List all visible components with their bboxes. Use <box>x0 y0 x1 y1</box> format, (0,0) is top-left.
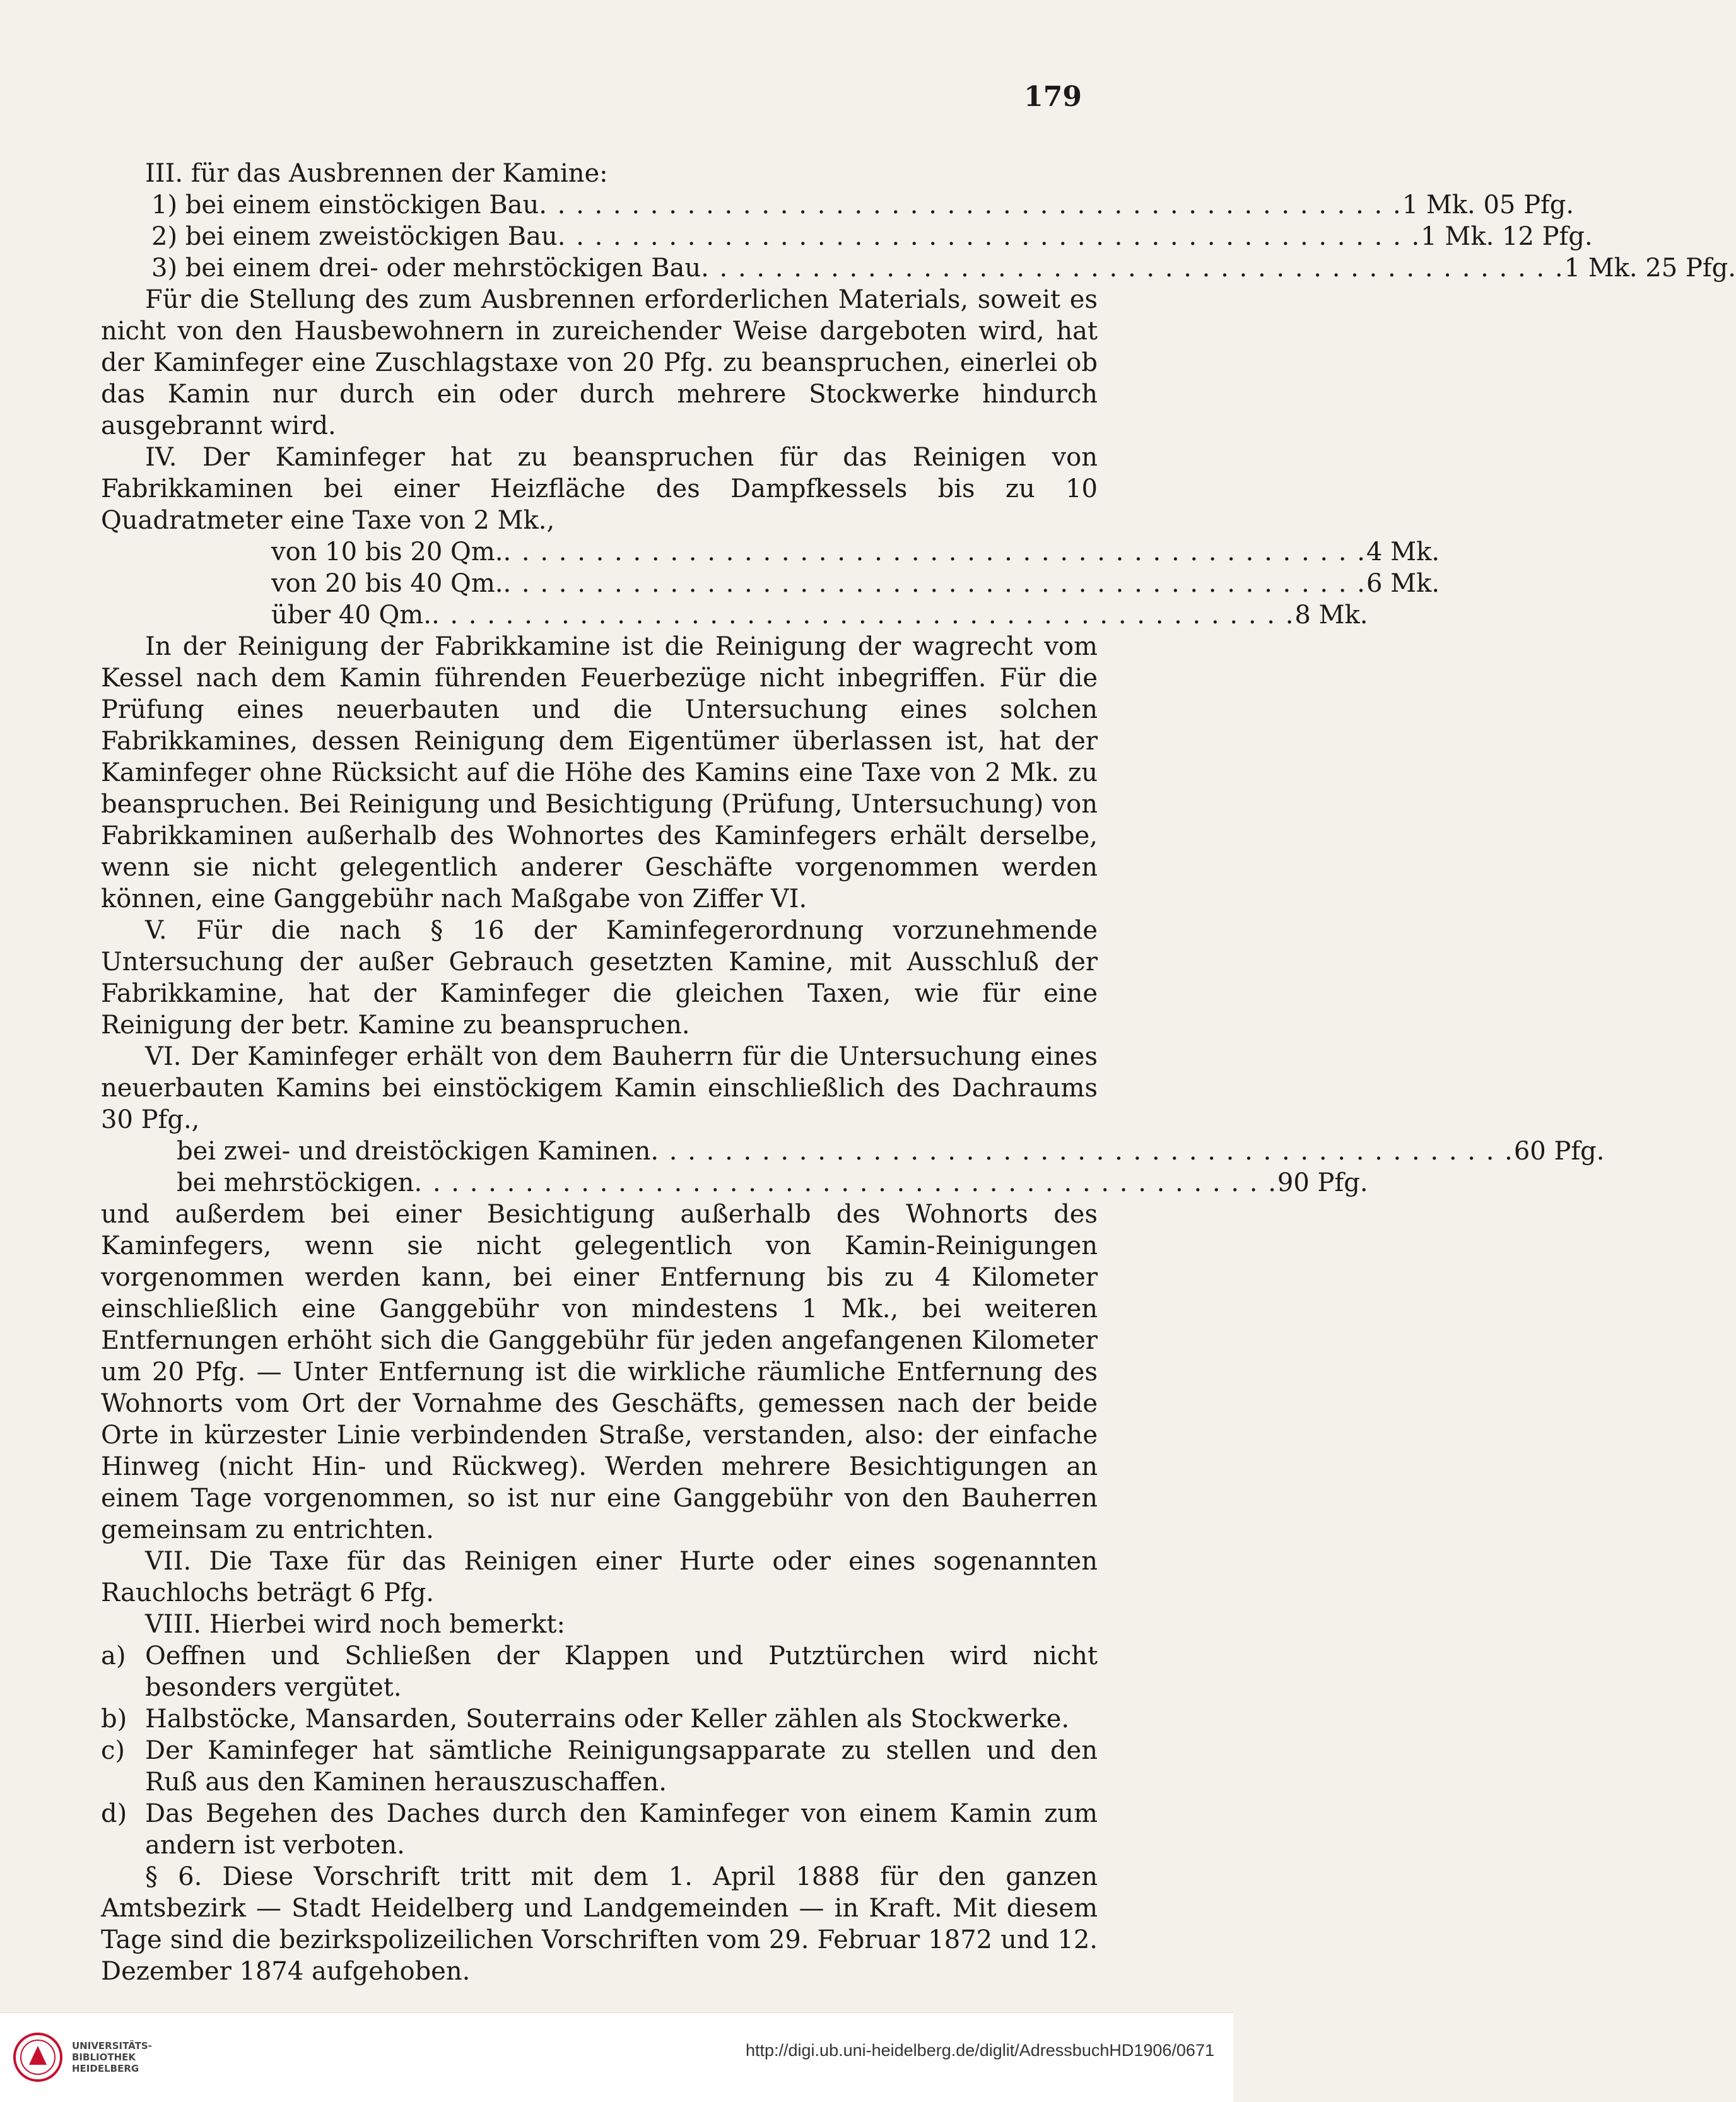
section-iii-heading: III. für das Ausbrennen der Kamine: <box>145 159 608 188</box>
list-item <box>101 1703 1098 1735</box>
rate-row: von 20 bis 40 Qm. . . . . . . . . . . . . . . . . . . . . . . . . . . . . . . . . . . . . . . . . . . . . . . . 6 Mk. <box>271 569 1440 598</box>
list-text: Der Kaminfeger hat sämtliche Reinigungsapparate zu stellen und den Ruß aus den Kaminen herauszuschaffen. <box>145 1736 1098 1797</box>
rate-row: über 40 Qm. . . . . . . . . . . . . . . . . . . . . . . . . . . . . . . . . . . . . . . . . . . . . . . . 8 Mk. <box>271 601 1368 630</box>
section-iii-rate-table <box>101 189 1736 284</box>
rate-row: bei mehrstöckigen . . . . . . . . . . . . . . . . . . . . . . . . . . . . . . . . . . . . . . . . . . . . . . . 90 Pfg. <box>177 1168 1368 1197</box>
logo-line: HEIDELBERG <box>72 2063 139 2074</box>
list-marker: a) <box>101 1641 126 1670</box>
rate-label: 2) bei einem zweistöckigen Bau <box>151 222 558 251</box>
rate-label: 3) bei einem drei- oder mehrstöckigen Bau <box>151 254 701 283</box>
section-vi-intro: VI. Der Kaminfeger erhält von dem Bauherrn für die Untersuchung eines neuerbauten Kamins bei einstöckigem Kamin einschließlich des Dachraums 30 Pfg., <box>101 1042 1098 1134</box>
section-iv-rate-table <box>101 536 1440 631</box>
list-item <box>101 1798 1098 1861</box>
list-marker: d) <box>101 1799 127 1828</box>
rate-value: 6 Mk. <box>1366 569 1440 598</box>
section-viii-list <box>101 1640 1098 1861</box>
list-item <box>101 1735 1098 1798</box>
rate-value: 90 Pfg. <box>1277 1168 1368 1197</box>
rate-value: 1 Mk. 25 Pfg. <box>1564 254 1736 283</box>
list-marker: c) <box>101 1736 126 1765</box>
logo-line: UNIVERSITÄTS- <box>72 2040 152 2052</box>
library-logo <box>13 2032 152 2082</box>
rate-row: 2) bei einem zweistöckigen Bau . . . . . . . . . . . . . . . . . . . . . . . . . . . . . . . . . . . . . . . . . . . . . . . 1 Mk. 12 Pfg. <box>151 222 1593 251</box>
rate-value: 1 Mk. 12 Pfg. <box>1421 222 1593 251</box>
section-vii-paragraph: VII. Die Taxe für das Reinigen einer Hurte oder eines sogenannten Rauchlochs beträgt 6 Pfg. <box>101 1547 1098 1607</box>
library-name <box>72 2040 152 2074</box>
rate-label: von 10 bis 20 Qm. <box>271 537 503 567</box>
list-text: Das Begehen des Daches durch den Kaminfeger von einem Kamin zum andern ist verboten. <box>145 1799 1098 1860</box>
footer-bar <box>0 2012 1233 2102</box>
section-6-paragraph: § 6. Diese Vorschrift tritt mit dem 1. April 1888 für den ganzen Amtsbezirk — Stadt Heidelberg und Landgemeinden — in Kraft. Mit diesem Tage sind die bezirkspolizeilichen Vorschriften vom 29. Februar 1872 und 12. Dezember 1874 aufgehoben. <box>101 1862 1098 1986</box>
section-iii-paragraph: Für die Stellung des zum Ausbrennen erforderlichen Materials, soweit es nicht von den Hausbewohnern in zureichender Weise dargeboten wird, hat der Kaminfeger eine Zuschlagstaxe von 20 Pfg. zu beanspruchen, einerlei ob das Kamin nur durch ein oder durch mehrere Stockwerke hindurch ausgebrannt wird. <box>101 285 1098 440</box>
rate-row: 1) bei einem einstöckigen Bau . . . . . . . . . . . . . . . . . . . . . . . . . . . . . . . . . . . . . . . . . . . . . . . 1 Mk. 05 Pfg. <box>151 191 1575 220</box>
section-vi-rate-table <box>101 1136 1605 1199</box>
rate-label: bei zwei- und dreistöckigen Kaminen <box>177 1137 651 1166</box>
rate-value: 60 Pfg. <box>1513 1137 1605 1166</box>
list-text: Halbstöcke, Mansarden, Souterrains oder Keller zählen als Stockwerke. <box>145 1705 1070 1734</box>
rate-label: bei mehrstöckigen <box>177 1168 414 1197</box>
rate-row: bei zwei- und dreistöckigen Kaminen . . . . . . . . . . . . . . . . . . . . . . . . . . . . . . . . . . . . . . . . . . . . . . . 60 Pfg. <box>177 1137 1605 1166</box>
rate-row: von 10 bis 20 Qm. . . . . . . . . . . . . . . . . . . . . . . . . . . . . . . . . . . . . . . . . . . . . . . . 4 Mk. <box>271 537 1440 567</box>
page-number: 179 <box>1024 81 1082 113</box>
logo-line: BIBLIOTHEK <box>72 2052 136 2063</box>
library-seal-icon <box>13 2032 63 2082</box>
section-iv-intro: IV. Der Kaminfeger hat zu beanspruchen für das Reinigen von Fabrikkaminen bei einer Heizfläche des Dampfkessels bis zu 10 Quadratmeter eine Taxe von 2 Mk., <box>101 443 1098 535</box>
rate-value: 8 Mk. <box>1294 601 1368 630</box>
section-v-paragraph: V. Für die nach § 16 der Kaminfegerordnung vorzunehmende Untersuchung der außer Gebrauch gesetzten Kamine, mit Ausschluß der Fabrikkamine, hat der Kaminfeger die gleichen Taxen, wie für eine Reinigung der betr. Kamine zu beanspruchen. <box>101 916 1098 1040</box>
rate-label: über 40 Qm. <box>271 601 431 630</box>
rate-value: 4 Mk. <box>1366 537 1440 567</box>
rate-row: 3) bei einem drei- oder mehrstöckigen Bau . . . . . . . . . . . . . . . . . . . . . . . . . . . . . . . . . . . . . . . . . . . . . . . 1 Mk. 25 Pfg. <box>151 254 1736 283</box>
list-marker: b) <box>101 1705 127 1734</box>
list-item <box>101 1640 1098 1703</box>
section-viii-heading: VIII. Hierbei wird noch bemerkt: <box>145 1610 565 1639</box>
rate-label: 1) bei einem einstöckigen Bau <box>151 191 539 220</box>
section-iv-paragraph: In der Reinigung der Fabrikkamine ist die Reinigung der wagrecht vom Kessel nach dem Kamin führenden Feuerbezüge nicht inbegriffen. Für die Prüfung eines neuerbauten und die Untersuchung eines solchen Fabrikkamines, dessen Reinigung dem Eigentümer überlassen ist, hat der Kaminfeger ohne Rücksicht auf die Höhe des Kamins eine Taxe von 2 Mk. zu beanspruchen. Bei Reinigung und Besichtigung (Prüfung, Untersuchung) von Fabrikkaminen außerhalb des Wohnortes des Kaminfegers erhält derselbe, wenn sie nicht gelegentlich anderer Geschäfte vorgenommen werden können, eine Ganggebühr nach Maßgabe von Ziffer VI. <box>101 632 1098 913</box>
list-text: Oeffnen und Schließen der Klappen und Putztürchen wird nicht besonders vergütet. <box>145 1641 1098 1702</box>
rate-label: von 20 bis 40 Qm. <box>271 569 503 598</box>
document-body <box>101 158 1736 1987</box>
source-url-link[interactable]: http://digi.ub.uni-heidelberg.de/diglit/AdressbuchHD1906/0671 <box>745 2041 1214 2060</box>
section-vi-paragraph: und außerdem bei einer Besichtigung außerhalb des Wohnorts des Kaminfegers, wenn sie nicht gelegentlich von Kamin-Reinigungen vorgenommen werden kann, bei einer Entfernung bis zu 4 Kilometer einschließlich eine Ganggebühr von mindestens 1 Mk., bei weiteren Entfernungen erhöht sich die Ganggebühr für jeden angefangenen Kilometer um 20 Pfg. — Unter Entfernung ist die wirkliche räumliche Entfernung des Wohnorts vom Ort der Vornahme des Geschäfts, gemessen nach der beide Orte in kürzester Linie verbindenden Straße, verstanden, also: der einfache Hinweg (nicht Hin- und Rückweg). Werden mehrere Besichtigungen an einem Tage vorgenommen, so ist nur eine Ganggebühr von den Bauherren gemeinsam zu entrichten. <box>101 1200 1098 1544</box>
rate-value: 1 Mk. 05 Pfg. <box>1402 191 1575 220</box>
